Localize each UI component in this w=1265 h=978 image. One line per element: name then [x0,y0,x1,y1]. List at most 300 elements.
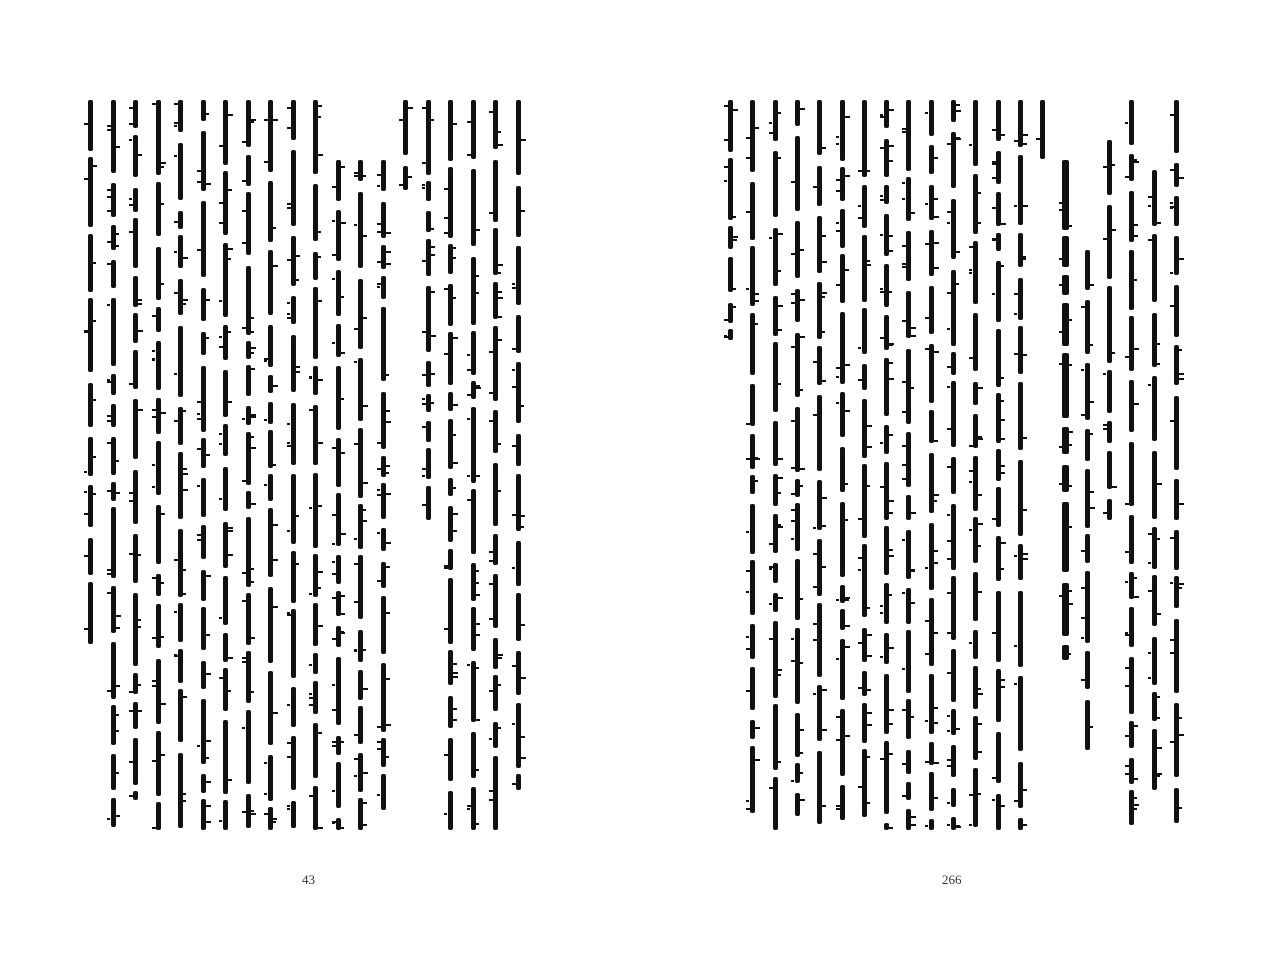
script-stroke [107,690,112,692]
script-word [381,307,386,381]
script-stroke [476,769,479,771]
script-stroke [444,567,449,569]
script-stroke [947,386,950,388]
script-stroke [264,161,269,163]
script-word [88,157,93,227]
script-word [1107,205,1112,279]
script-stroke [489,583,494,585]
script-word [493,282,498,319]
script-stroke [1001,400,1004,402]
script-stroke [992,518,996,520]
script-stroke [867,607,870,609]
script-stroke [377,726,382,728]
script-stroke [1170,305,1174,307]
script-word [448,100,453,161]
script-stroke [206,757,209,759]
script-word [381,528,386,551]
script-stroke [1068,319,1072,321]
script-stroke [836,376,839,378]
text-column [970,100,980,830]
script-stroke [489,551,493,553]
script-word [840,785,845,820]
script-stroke [889,250,893,252]
script-stroke [498,443,501,445]
script-word [178,452,183,519]
script-stroke [93,399,96,401]
script-stroke [377,748,381,750]
script-stroke [476,594,480,596]
script-stroke [746,211,751,213]
script-stroke [867,724,872,726]
script-stroke [183,569,186,571]
script-stroke [1059,483,1063,485]
script-stroke [431,228,434,230]
script-stroke [978,438,983,440]
script-stroke [116,815,120,817]
script-stroke [386,263,391,265]
script-stroke [947,366,951,368]
script-stroke [889,594,892,596]
script-word [201,525,206,559]
script-stroke [332,447,337,449]
script-stroke [902,245,906,247]
script-word [156,731,161,796]
script-stroke [251,568,254,570]
script-word [929,523,934,590]
script-word [88,485,93,527]
script-word [133,218,138,268]
script-stroke [880,199,885,201]
script-stroke [778,458,783,460]
script-word [201,774,206,793]
script-stroke [453,719,457,721]
script-stroke [1179,717,1182,719]
script-stroke [152,358,155,360]
script-stroke [318,105,322,107]
script-word [516,774,521,790]
script-stroke [845,599,849,601]
script-stroke [1059,209,1064,211]
script-stroke [138,684,141,686]
script-word [246,710,251,784]
script-stroke [791,780,794,782]
script-stroke [755,300,759,302]
script-word [906,495,911,520]
script-stroke [1103,424,1107,426]
script-stroke [174,420,179,422]
script-stroke [251,436,254,438]
script-stroke [341,741,344,743]
script-word [728,158,733,220]
script-stroke [800,799,805,801]
script-stroke [889,235,893,237]
script-stroke [992,163,997,165]
script-stroke [489,560,494,562]
script-stroke [219,300,222,302]
script-stroke [318,625,323,627]
script-stroke [251,416,256,418]
script-stroke [925,567,928,569]
script-word [773,514,778,553]
script-stroke [755,727,760,729]
script-stroke [934,494,939,496]
script-stroke [1090,284,1094,286]
script-stroke [318,154,323,156]
script-word [268,325,273,367]
script-stroke [1001,134,1005,136]
script-word [358,160,363,181]
script-stroke [273,119,278,121]
script-stroke [264,419,267,421]
script-stroke [836,284,840,286]
script-stroke [925,620,930,622]
script-stroke [107,415,111,417]
script-word [336,270,341,316]
script-stroke [911,716,914,718]
script-stroke [309,507,312,509]
script-word [906,809,911,830]
script-stroke [1023,789,1027,791]
script-stroke [836,190,841,192]
script-word [201,366,206,432]
script-stroke [107,442,110,444]
script-stroke [152,350,155,352]
script-stroke [1179,177,1184,179]
script-stroke [332,745,336,747]
script-stroke [467,475,470,477]
script-stroke [242,572,247,574]
script-stroke [183,303,186,305]
text-column [333,100,343,830]
script-stroke [836,222,839,224]
text-column [1171,100,1181,830]
script-word [448,650,453,685]
text-column [265,100,275,830]
script-stroke [769,566,774,568]
script-stroke [354,601,359,603]
script-stroke [287,313,290,315]
script-stroke [1134,577,1137,579]
script-stroke [318,587,321,589]
script-stroke [911,602,915,604]
script-stroke [969,445,973,447]
script-word [1018,382,1023,450]
script-stroke [107,592,112,594]
script-word [840,392,845,437]
script-stroke [354,538,357,540]
script-stroke [845,175,850,177]
script-stroke [129,383,133,385]
script-stroke [521,677,526,679]
script-stroke [1134,161,1139,163]
script-stroke [1068,653,1071,655]
script-stroke [228,114,233,116]
script-stroke [422,162,427,164]
script-word [951,788,956,807]
script-stroke [444,217,448,219]
script-word [516,541,521,586]
script-stroke [1014,293,1019,295]
script-stroke [978,545,981,547]
script-stroke [296,366,300,368]
script-word [471,732,476,778]
script-stroke [453,513,458,515]
script-stroke [363,482,368,484]
script-stroke [264,793,267,795]
script-stroke [1090,344,1093,346]
script-stroke [251,810,254,812]
script-stroke [386,612,390,614]
script-stroke [1125,176,1130,178]
script-stroke [264,119,268,121]
script-word [268,250,273,315]
script-stroke [287,317,292,319]
script-stroke [769,132,774,134]
script-stroke [880,288,883,290]
script-stroke [845,519,848,521]
script-stroke [444,288,449,290]
script-stroke [1090,726,1093,728]
script-stroke [911,816,916,818]
script-word [178,753,183,828]
script-stroke [521,515,525,517]
script-word [817,216,822,273]
script-word [1129,100,1134,145]
script-stroke [476,823,479,825]
script-word [268,430,273,468]
script-word [246,192,251,255]
script-word [178,143,183,200]
script-stroke [1001,223,1006,225]
script-stroke [1179,503,1184,505]
script-stroke [386,542,391,544]
script-stroke [453,663,457,665]
script-stroke [992,129,996,131]
script-stroke [1179,583,1184,585]
script-stroke [1134,778,1138,780]
script-word [201,478,206,517]
script-stroke [947,292,952,294]
script-stroke [197,249,202,251]
script-stroke [858,518,863,520]
script-word [516,651,521,695]
script-stroke [129,231,134,233]
script-word [951,457,956,494]
script-stroke [354,175,358,177]
script-word [795,333,800,397]
script-stroke [934,500,937,502]
script-stroke [1090,401,1094,403]
script-stroke [152,827,156,829]
script-stroke [1081,587,1086,589]
script-word [996,261,1001,322]
script-word [471,489,476,554]
script-word [840,639,845,700]
script-stroke [287,445,292,447]
script-stroke [219,202,223,204]
script-word [133,470,138,524]
script-word [1107,499,1112,520]
script-word [493,463,498,526]
script-stroke [978,222,981,224]
script-stroke [858,642,863,644]
script-stroke [242,661,246,663]
left-page-number: 43 [302,872,315,887]
script-stroke [84,178,89,180]
script-stroke [287,704,290,706]
script-stroke [1059,446,1064,448]
script-word [973,630,978,659]
script-word [951,352,956,375]
script-stroke [902,445,906,447]
script-word [929,819,934,830]
script-stroke [242,327,246,329]
script-stroke [273,818,277,820]
script-word [973,456,978,511]
text-column [175,100,185,830]
script-word [1174,479,1179,520]
script-word [840,502,845,577]
script-stroke [746,137,751,139]
script-stroke [867,485,870,487]
script-stroke [152,103,157,105]
script-stroke [453,434,456,436]
script-word [516,100,521,175]
script-word [929,453,934,513]
script-stroke [332,638,336,640]
script-word [291,551,296,603]
script-stroke [206,805,211,807]
script-word [996,151,1001,184]
script-stroke [822,296,825,298]
script-word [493,756,498,830]
script-stroke [341,296,344,298]
script-stroke [947,802,950,804]
script-stroke [521,526,524,528]
script-stroke [251,637,255,639]
script-stroke [264,484,267,486]
text-column [130,100,140,830]
script-stroke [925,203,928,205]
script-stroke [341,398,344,400]
script-stroke [1157,696,1160,698]
script-word [951,381,956,447]
script-stroke [880,442,883,444]
script-stroke [116,627,120,629]
script-stroke [161,754,165,756]
script-stroke [791,467,795,469]
script-word [862,308,867,354]
script-word [336,762,341,808]
script-stroke [116,245,119,247]
script-word [1152,313,1157,367]
script-word [951,270,956,346]
script-stroke [489,392,493,394]
script-word [750,100,755,172]
script-stroke [377,794,380,796]
script-stroke [1023,134,1028,136]
script-stroke [800,662,803,664]
script-stroke [512,386,516,388]
text-column [378,100,388,830]
script-stroke [152,637,156,639]
script-word [973,100,978,166]
script-stroke [1157,773,1162,775]
script-word [268,587,273,663]
script-word [223,576,228,625]
script-stroke [822,331,825,333]
script-stroke [978,688,981,690]
text-column [926,100,936,830]
script-word [996,794,1001,830]
script-stroke [925,243,930,245]
script-word [246,266,251,335]
script-word [840,709,845,776]
script-stroke [1068,603,1073,605]
script-stroke [724,180,727,182]
script-stroke [1179,349,1182,351]
script-stroke [800,336,805,338]
script-word [313,653,318,674]
script-stroke [978,192,981,194]
script-word [750,384,755,426]
script-word [1085,534,1090,563]
script-stroke [107,490,111,492]
script-word [1018,233,1023,267]
script-word [750,504,755,554]
script-stroke [84,330,88,332]
script-stroke [422,403,427,405]
script-stroke [431,254,435,256]
script-stroke [1059,595,1062,597]
script-word [1062,303,1069,346]
script-stroke [1134,279,1137,281]
script-stroke [498,654,503,656]
script-word [906,231,911,281]
script-stroke [1125,773,1129,775]
script-stroke [746,690,750,692]
text-column [355,100,365,830]
script-word [973,313,978,371]
script-stroke [512,287,517,289]
script-stroke [1001,438,1005,440]
script-stroke [107,569,112,571]
script-stroke [1134,348,1139,350]
script-word [773,100,778,141]
script-word [973,572,978,621]
script-stroke [251,813,256,815]
script-stroke [1023,258,1026,260]
script-stroke [813,623,818,625]
script-word [358,428,363,498]
script-stroke [341,613,345,615]
script-stroke [264,360,267,362]
script-stroke [778,477,783,479]
script-stroke [318,732,322,734]
script-stroke [107,189,112,191]
script-stroke [152,464,155,466]
script-word [906,630,911,693]
script-stroke [489,420,493,422]
script-word [996,487,1001,527]
script-stroke [206,821,211,823]
script-stroke [1036,138,1041,140]
script-stroke [902,266,907,268]
script-word [750,624,755,659]
script-stroke [84,513,88,515]
script-stroke [453,123,457,125]
script-stroke [453,337,458,339]
